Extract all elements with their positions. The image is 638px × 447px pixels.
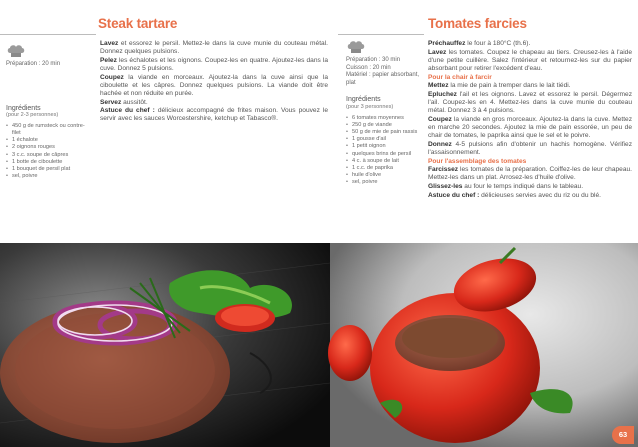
instruction-step (100, 99, 328, 107)
ingredient-item: • huile d'olive (346, 172, 426, 179)
ingredient-list (346, 115, 426, 187)
step-text: 4-5 pulsions afin d'obtenir un hachis homogène. Vérifiez l'assaisonnement. (428, 140, 632, 156)
step-lead: Farcissez (428, 166, 459, 174)
ingredient-item: • 2 oignons rouges (6, 144, 90, 151)
instruction-step (100, 40, 328, 56)
ingredient-list (6, 123, 90, 181)
section-heading (428, 74, 632, 82)
instruction-step (428, 141, 632, 157)
step-text: le four à 180°C (th.6). (465, 40, 531, 47)
step-lead: Préchauffez (428, 40, 466, 47)
ingredient-item: • 1 gousse d'ail (346, 136, 426, 143)
step-text: la viande en morceaux. Ajoutez-la dans la cuve ainsi que la ciboulette et les câpres. Donnez quelques pulsions. La viande doit être hachée et non réduite en purée. (100, 73, 328, 97)
ingredients-subtitle: (pour 2-3 personnes) (6, 112, 59, 119)
recipe-instructions (428, 40, 632, 200)
ingredients-title: Ingrédients (6, 104, 41, 112)
ingredients-title: Ingrédients (346, 96, 381, 104)
ingredient-item: • 1 échalote (6, 137, 90, 144)
instruction-step (428, 40, 632, 48)
step-lead: Astuce du chef : (428, 191, 480, 199)
section-heading-text: Pour l'assemblage des tomates (428, 157, 527, 165)
step-text: aussitôt. (121, 98, 148, 106)
step-text: au four le temps indiqué dans le tableau. (462, 182, 584, 190)
step-lead: Pelez (100, 56, 117, 64)
section-heading-text: Pour la chair à farcir (428, 73, 492, 81)
ingredient-item: • 1 c.c. de paprika (346, 165, 426, 172)
instruction-step (428, 192, 632, 200)
step-lead: Lavez (100, 40, 119, 47)
divider (0, 34, 96, 35)
step-text: les tomates de la préparation. Coiffez-les de leur chapeau. Mettez-les dans un plat. Arrosez-les d'huile d'olive. (428, 166, 632, 182)
step-lead: Glissez-les (428, 182, 463, 190)
ingredient-item: • sel, poivre (6, 173, 90, 180)
equipment: Matériel : papier absorbant, plat (346, 72, 420, 86)
instruction-step (100, 74, 328, 99)
step-text: et essorez le persil. Mettez-le dans la cuve munie du couteau métal. Donnez quelques pulsions. (100, 40, 328, 56)
page-number: 63 (612, 426, 634, 444)
step-text: les tomates. Coupez le chapeau au tiers. Creusez-les à l'aide d'une petite cuillère. Salez l'intérieur et retournez-les sur du papier absorbant pour retirer l'excédent d'eau. (428, 48, 632, 72)
right-sidebar (346, 40, 426, 187)
step-lead: Coupez (428, 115, 452, 123)
step-text: la mie de pain à tremper dans le lait tiédi. (448, 82, 571, 90)
ingredient-item: • 1 bouquet de persil plat (6, 166, 90, 173)
step-text: les échalotes et les oignons. Coupez-les en quatre. Ajoutez-les dans la cuve. Donnez 5 pulsions. (100, 56, 328, 72)
recipe-title: Tomates farcies (428, 16, 527, 31)
step-text: la viande en gros morceaux. Ajoutez-la dans la cuve. Mettez en marche 20 secondes. Ajoutez la mie de pain essorée, un peu de chair de tomates, le paprika ainsi que le sel et le poivre. (428, 115, 632, 140)
step-lead: Donnez (428, 140, 452, 148)
instruction-step (428, 183, 632, 191)
prep-time: Préparation : 20 min (6, 61, 61, 67)
divider (338, 34, 424, 35)
ingredient-item: • 4 c. à soupe de lait (346, 158, 426, 165)
ingredient-item: • sel, poivre (346, 179, 426, 186)
instruction-step (100, 57, 328, 73)
ingredient-item: • 1 petit oignon (346, 143, 426, 150)
instruction-step (428, 82, 632, 90)
ingredients-subtitle: (pour 3 personnes) (346, 103, 394, 110)
ingredient-item: • 50 g de mie de pain rassis (346, 129, 426, 136)
recipe-instructions (100, 40, 328, 124)
instruction-step (428, 91, 632, 116)
ingredient-item: • quelques brins de persil (346, 151, 426, 158)
ingredient-item: • 3 c.c. soupe de câpres (6, 152, 90, 159)
instruction-step (428, 49, 632, 74)
instruction-step (100, 107, 328, 123)
instruction-step (428, 116, 632, 141)
chef-hat-icon (346, 40, 366, 54)
prep-time: Préparation : 30 min (346, 57, 401, 63)
chef-hat-icon (6, 44, 26, 58)
ingredient-item: • 450 g de rumsteck ou contre-filet (6, 123, 90, 137)
ingredient-item: • 1 botte de ciboulette (6, 159, 90, 166)
ingredient-item: • 250 g de viande (346, 122, 426, 129)
step-lead: Epluchez (428, 90, 457, 98)
left-sidebar (6, 44, 90, 180)
step-lead: Mettez (428, 82, 449, 90)
step-lead: Coupez (100, 73, 124, 81)
section-heading (428, 158, 632, 166)
step-text: délicieux accompagné de frites maison. Vous pouvez le servir avec les sauces Worcestershire, ketchup et Tabasco®. (100, 107, 329, 123)
step-lead: Servez (100, 98, 122, 106)
cook-time: Cuisson : 20 min (346, 64, 391, 71)
step-text: délicieuses servies avec du riz ou du blé. (479, 191, 601, 199)
instruction-step (428, 166, 632, 182)
step-lead: Astuce du chef : (100, 107, 155, 115)
step-text: l'ail et les oignons. Lavez et essorez le persil. Dégermez l'ail. Coupez-les en 4. Mettez-les dans la cuve munie du couteau métal. Donnez 3 à 4 pulsions. (428, 90, 632, 115)
recipe-title: Steak tartare (98, 16, 178, 31)
ingredient-item: • 6 tomates moyennes (346, 115, 426, 122)
step-lead: Lavez (428, 48, 447, 56)
food-photo (0, 243, 638, 447)
